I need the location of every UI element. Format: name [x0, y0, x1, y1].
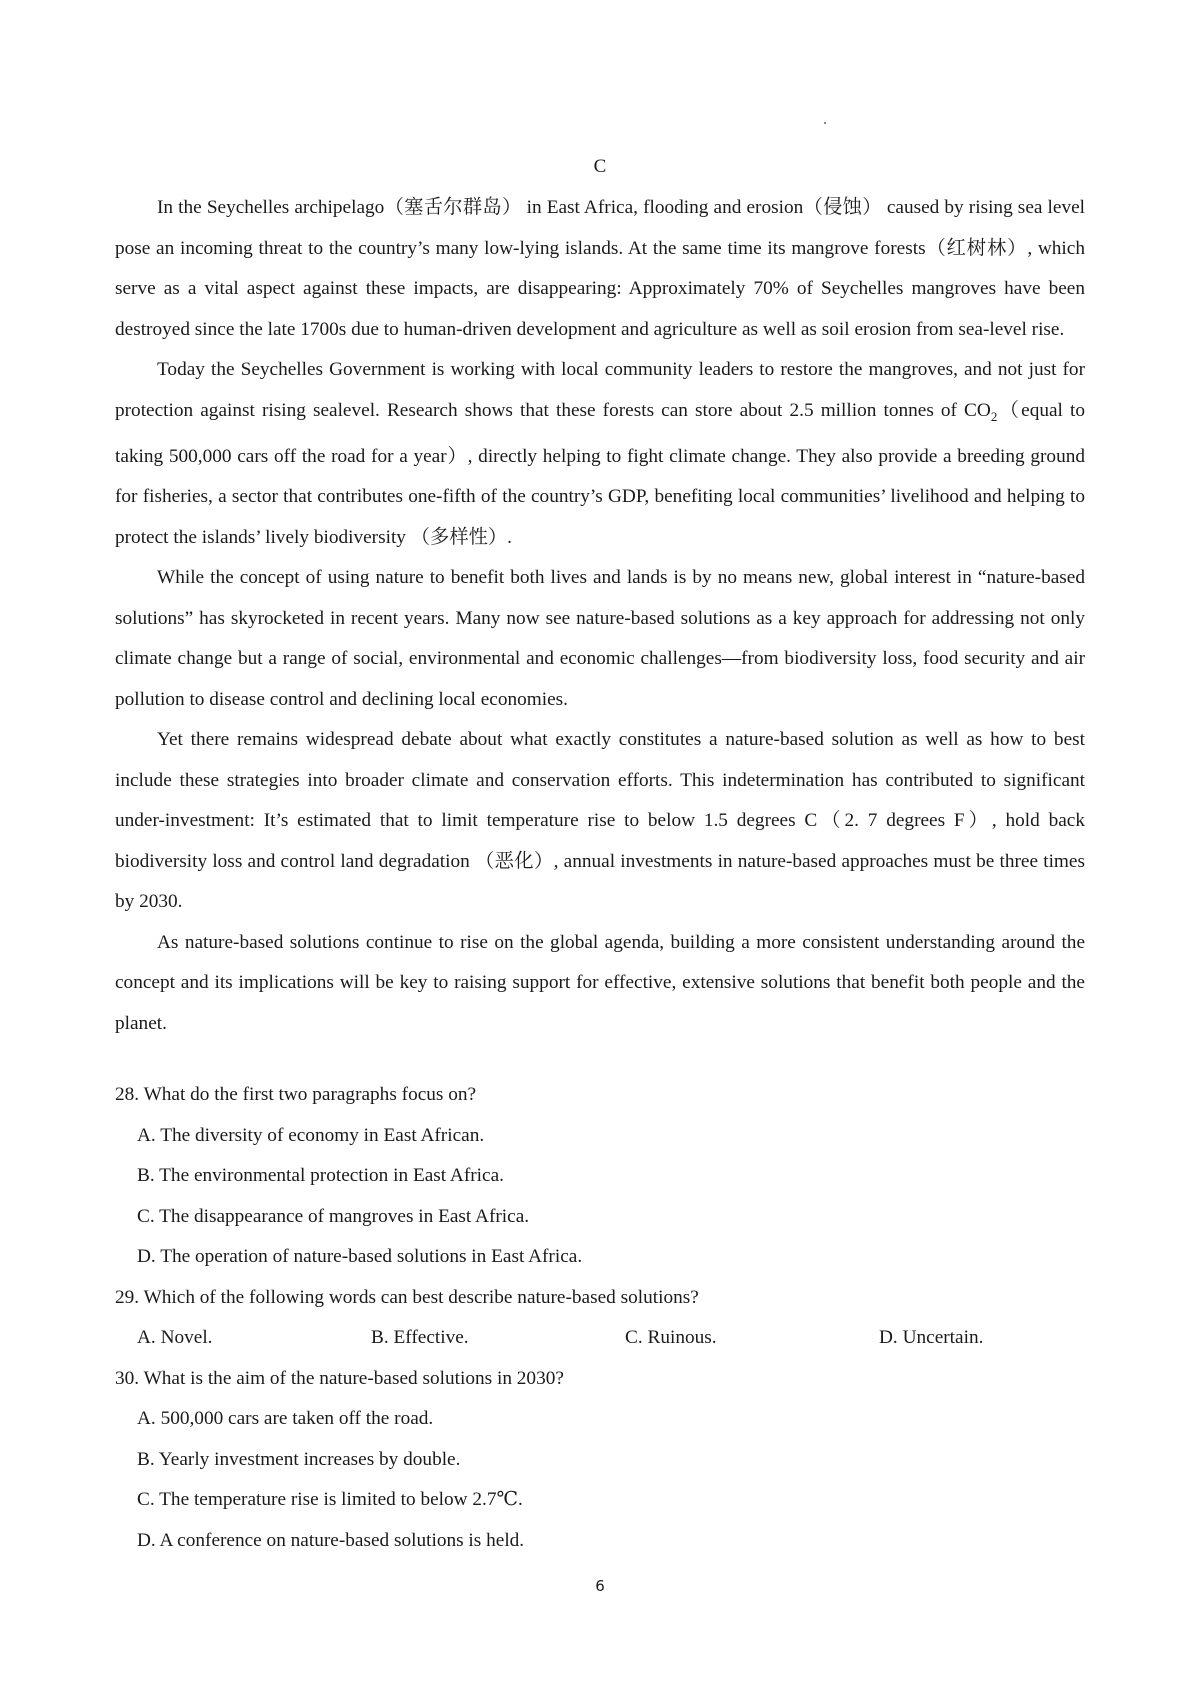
- co2-subscript: 2: [990, 408, 998, 424]
- question-29: [115, 1278, 1085, 1359]
- section-letter: C: [593, 156, 607, 177]
- paragraph-4: Yet there remains widespread debate about what exactly constitutes a nature-based solution as well as how to best include these strategies into broader climate and conservation efforts. This indetermination has contributed to significant under-investment: It’s estimated that to limit temperature rise to below 1.5 degrees C（2. 7 degrees F）, hold back biodiversity loss and control land degradation （恶化）, annual investments in nature-based approaches must be three times by 2030.: [115, 729, 1085, 913]
- question-stem: 28. What do the first two paragraphs focus on?: [115, 1084, 477, 1105]
- questions-section: [115, 1075, 1085, 1561]
- option-b: B. Effective.: [371, 1327, 469, 1348]
- paragraph-3: While the concept of using nature to benefit both lives and lands is by no means new, global interest in “nature-based solutions” has skyrocketed in recent years. Many now see nature-based solutions as a key approach for addressing not only climate change but a range of social, environmental and economic challenges—from biodiversity loss, food security and air pollution to disease control and declining local economies.: [115, 567, 1085, 710]
- paragraph-2: Today the Seychelles Government is working with local community leaders to restore the mangroves, and not just for protection against rising sealevel. Research shows that these forests can store about 2.5 million tonnes of $CO_2(equal$ to taking 500,000 cars off the road for a year）, directly helping to fight climate change. They also provide a breeding ground for fisheries, a sector that contributes one-fifth of the country’s GDP, benefiting local communities’ livelihood and helping to protect the islands’ lively biodiversity （多样性）.: [115, 359, 1085, 548]
- paragraph-5: As nature-based solutions continue to rise on the global agenda, building a more consistent understanding around the concept and its implications will be key to raising support for effective, extensive solutions that benefit both people and the planet.: [115, 931, 1085, 1034]
- question-stem: 30. What is the aim of the nature-based solutions in 2030?: [115, 1367, 564, 1389]
- option-a: A. Novel.: [137, 1327, 213, 1348]
- option-a: A. 500,000 cars are taken off the road.: [137, 1408, 434, 1429]
- option-c: C. The disappearance of mangroves in East Africa.: [137, 1205, 530, 1227]
- option-c: C. Ruinous.: [625, 1327, 717, 1348]
- option-d: D. Uncertain.: [879, 1327, 984, 1348]
- option-b: B. Yearly investment increases by double.: [137, 1448, 461, 1470]
- question-30: [115, 1359, 1085, 1562]
- option-a: A. The diversity of economy in East African.: [137, 1124, 485, 1146]
- option-d: D. A conference on nature-based solutions is held.: [137, 1529, 525, 1551]
- option-d: D. The operation of nature-based solutions in East Africa.: [137, 1246, 583, 1267]
- question-stem: 29. Which of the following words can best describe nature-based solutions?: [115, 1286, 699, 1308]
- option-row: [115, 1318, 1085, 1359]
- question-28: [115, 1075, 1085, 1278]
- page-number: 6: [595, 1577, 605, 1595]
- paragraph-1: In the Seychelles archipelago（塞舌尔群岛） in East Africa, flooding and erosion（侵蚀） caused by rising sea level pose an incoming threat to the country’s many low-lying islands. At the same time its mangrove forests（红树林）, which serve as a vital aspect against these impacts, are disappearing: Approximately 70% of Seychelles mangroves have been destroyed since the late 1700s due to human-driven development and agriculture as well as soil erosion from sea-level rise.: [115, 197, 1085, 340]
- reading-passage: [115, 188, 1085, 1044]
- scan-speck: [824, 122, 826, 124]
- option-c: C. The temperature rise is limited to below 2.7℃.: [137, 1489, 523, 1510]
- option-b: B. The environmental protection in East Africa.: [137, 1165, 504, 1186]
